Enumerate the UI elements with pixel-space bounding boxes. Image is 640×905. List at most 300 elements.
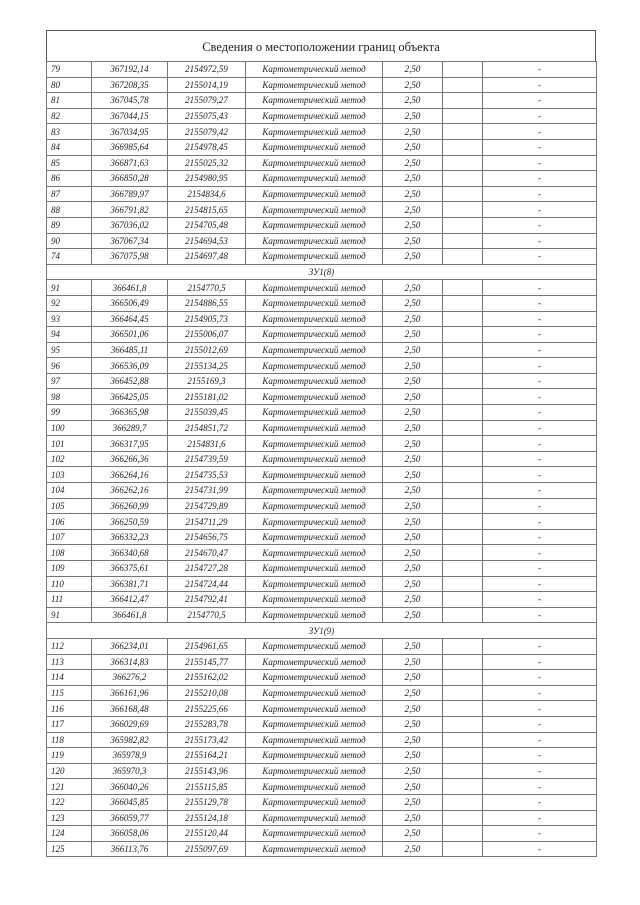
table-row — [47, 124, 597, 140]
empty-cell — [443, 654, 483, 670]
method-cell: Картометрический метод — [246, 202, 383, 218]
method-cell: Картометрический метод — [246, 186, 383, 202]
empty-cell — [443, 638, 483, 654]
accuracy-cell: 2,50 — [383, 311, 443, 327]
note-cell: - — [483, 732, 597, 748]
method-cell: Картометрический метод — [246, 592, 383, 608]
x-coordinate-cell: 367208,35 — [92, 77, 168, 93]
point-number-cell: 103 — [47, 467, 92, 483]
method-cell: Картометрический метод — [246, 685, 383, 701]
table-row — [47, 202, 597, 218]
y-coordinate-cell: 2154980,95 — [168, 171, 246, 187]
accuracy-cell: 2,50 — [383, 763, 443, 779]
table-row — [47, 62, 597, 78]
table-row — [47, 405, 597, 421]
empty-cell — [443, 249, 483, 265]
note-cell: - — [483, 249, 597, 265]
note-cell: - — [483, 529, 597, 545]
y-coordinate-cell: 2155145,77 — [168, 654, 246, 670]
y-coordinate-cell: 2154978,45 — [168, 139, 246, 155]
y-coordinate-cell: 2154770,5 — [168, 607, 246, 623]
empty-cell — [443, 389, 483, 405]
x-coordinate-cell: 366264,16 — [92, 467, 168, 483]
point-number-cell: 80 — [47, 77, 92, 93]
accuracy-cell: 2,50 — [383, 420, 443, 436]
x-coordinate-cell: 366506,49 — [92, 295, 168, 311]
table-row — [47, 186, 597, 202]
accuracy-cell: 2,50 — [383, 280, 443, 296]
table-row — [47, 155, 597, 171]
point-number-cell: 116 — [47, 701, 92, 717]
x-coordinate-cell: 367192,14 — [92, 62, 168, 78]
point-number-cell: 91 — [47, 280, 92, 296]
table-row — [47, 327, 597, 343]
method-cell: Картометрический метод — [246, 77, 383, 93]
y-coordinate-cell: 2155120,44 — [168, 826, 246, 842]
method-cell: Картометрический метод — [246, 763, 383, 779]
y-coordinate-cell: 2154972,59 — [168, 62, 246, 78]
x-coordinate-cell: 366871,63 — [92, 155, 168, 171]
method-cell: Картометрический метод — [246, 451, 383, 467]
point-number-cell: 102 — [47, 451, 92, 467]
note-cell: - — [483, 498, 597, 514]
empty-cell — [443, 685, 483, 701]
empty-cell — [443, 670, 483, 686]
accuracy-cell: 2,50 — [383, 529, 443, 545]
point-number-cell: 119 — [47, 748, 92, 764]
method-cell: Картометрический метод — [246, 93, 383, 109]
note-cell: - — [483, 576, 597, 592]
accuracy-cell: 2,50 — [383, 249, 443, 265]
method-cell: Картометрический метод — [246, 561, 383, 577]
empty-cell — [443, 748, 483, 764]
empty-cell — [443, 607, 483, 623]
y-coordinate-cell: 2154697,48 — [168, 249, 246, 265]
table-row — [47, 561, 597, 577]
empty-cell — [443, 483, 483, 499]
x-coordinate-cell: 366412,47 — [92, 592, 168, 608]
point-number-cell: 105 — [47, 498, 92, 514]
accuracy-cell: 2,50 — [383, 217, 443, 233]
empty-cell — [443, 514, 483, 530]
note-cell: - — [483, 311, 597, 327]
table-row — [47, 748, 597, 764]
y-coordinate-cell: 2155115,85 — [168, 779, 246, 795]
point-number-cell: 108 — [47, 545, 92, 561]
y-coordinate-cell: 2155134,25 — [168, 358, 246, 374]
method-cell: Картометрический метод — [246, 498, 383, 514]
note-cell: - — [483, 748, 597, 764]
note-cell: - — [483, 124, 597, 140]
note-cell: - — [483, 561, 597, 577]
point-number-cell: 85 — [47, 155, 92, 171]
empty-cell — [443, 716, 483, 732]
point-number-cell: 110 — [47, 576, 92, 592]
x-coordinate-cell: 366059,77 — [92, 810, 168, 826]
point-number-cell: 117 — [47, 716, 92, 732]
empty-cell — [443, 794, 483, 810]
empty-cell — [443, 202, 483, 218]
y-coordinate-cell: 2155162,02 — [168, 670, 246, 686]
method-cell: Картометрический метод — [246, 576, 383, 592]
table-row — [47, 217, 597, 233]
empty-cell — [443, 124, 483, 140]
note-cell: - — [483, 342, 597, 358]
empty-cell — [443, 108, 483, 124]
table-row — [47, 233, 597, 249]
accuracy-cell: 2,50 — [383, 373, 443, 389]
table-row — [47, 592, 597, 608]
empty-cell — [443, 841, 483, 857]
method-cell: Картометрический метод — [246, 841, 383, 857]
x-coordinate-cell: 365978,9 — [92, 748, 168, 764]
note-cell: - — [483, 420, 597, 436]
empty-cell — [443, 139, 483, 155]
accuracy-cell: 2,50 — [383, 342, 443, 358]
x-coordinate-cell: 366266,36 — [92, 451, 168, 467]
empty-cell — [443, 217, 483, 233]
point-number-cell: 94 — [47, 327, 92, 343]
x-coordinate-cell: 366289,7 — [92, 420, 168, 436]
note-cell: - — [483, 280, 597, 296]
table-row — [47, 420, 597, 436]
method-cell: Картометрический метод — [246, 670, 383, 686]
y-coordinate-cell: 2154831,6 — [168, 436, 246, 452]
point-number-cell: 113 — [47, 654, 92, 670]
y-coordinate-cell: 2155173,42 — [168, 732, 246, 748]
empty-cell — [443, 171, 483, 187]
accuracy-cell: 2,50 — [383, 841, 443, 857]
method-cell: Картометрический метод — [246, 155, 383, 171]
empty-cell — [443, 373, 483, 389]
y-coordinate-cell: 2155006,07 — [168, 327, 246, 343]
document-sheet — [46, 30, 596, 857]
note-cell: - — [483, 108, 597, 124]
y-coordinate-cell: 2155097,69 — [168, 841, 246, 857]
method-cell: Картометрический метод — [246, 311, 383, 327]
empty-cell — [443, 62, 483, 78]
table-row — [47, 685, 597, 701]
note-cell: - — [483, 592, 597, 608]
method-cell: Картометрический метод — [246, 280, 383, 296]
note-cell: - — [483, 139, 597, 155]
accuracy-cell: 2,50 — [383, 171, 443, 187]
accuracy-cell: 2,50 — [383, 124, 443, 140]
note-cell: - — [483, 327, 597, 343]
accuracy-cell: 2,50 — [383, 654, 443, 670]
method-cell: Картометрический метод — [246, 748, 383, 764]
point-number-cell: 92 — [47, 295, 92, 311]
note-cell: - — [483, 716, 597, 732]
x-coordinate-cell: 367075,98 — [92, 249, 168, 265]
note-cell: - — [483, 155, 597, 171]
point-number-cell: 74 — [47, 249, 92, 265]
point-number-cell: 83 — [47, 124, 92, 140]
boundary-coordinates-table — [46, 61, 597, 857]
empty-cell — [443, 405, 483, 421]
x-coordinate-cell: 366161,96 — [92, 685, 168, 701]
x-coordinate-cell: 366365,98 — [92, 405, 168, 421]
x-coordinate-cell: 366332,23 — [92, 529, 168, 545]
table-row — [47, 514, 597, 530]
note-cell: - — [483, 467, 597, 483]
x-coordinate-cell: 366381,71 — [92, 576, 168, 592]
x-coordinate-cell: 366850,28 — [92, 171, 168, 187]
empty-cell — [443, 342, 483, 358]
x-coordinate-cell: 366375,61 — [92, 561, 168, 577]
point-number-cell: 99 — [47, 405, 92, 421]
accuracy-cell: 2,50 — [383, 202, 443, 218]
accuracy-cell: 2,50 — [383, 295, 443, 311]
x-coordinate-cell: 366461,8 — [92, 607, 168, 623]
accuracy-cell: 2,50 — [383, 701, 443, 717]
x-coordinate-cell: 366985,64 — [92, 139, 168, 155]
table-body — [47, 62, 597, 857]
accuracy-cell: 2,50 — [383, 514, 443, 530]
x-coordinate-cell: 366461,8 — [92, 280, 168, 296]
empty-cell — [443, 280, 483, 296]
empty-cell — [443, 545, 483, 561]
x-coordinate-cell: 366536,09 — [92, 358, 168, 374]
y-coordinate-cell: 2154724,44 — [168, 576, 246, 592]
note-cell: - — [483, 93, 597, 109]
accuracy-cell: 2,50 — [383, 794, 443, 810]
empty-cell — [443, 592, 483, 608]
note-cell: - — [483, 373, 597, 389]
x-coordinate-cell: 365982,82 — [92, 732, 168, 748]
accuracy-cell: 2,50 — [383, 592, 443, 608]
empty-cell — [443, 186, 483, 202]
point-number-cell: 100 — [47, 420, 92, 436]
point-number-cell: 97 — [47, 373, 92, 389]
table-row — [47, 436, 597, 452]
table-row — [47, 763, 597, 779]
point-number-cell: 111 — [47, 592, 92, 608]
table-row — [47, 654, 597, 670]
note-cell: - — [483, 389, 597, 405]
y-coordinate-cell: 2154705,48 — [168, 217, 246, 233]
y-coordinate-cell: 2154834,6 — [168, 186, 246, 202]
x-coordinate-cell: 366314,83 — [92, 654, 168, 670]
accuracy-cell: 2,50 — [383, 467, 443, 483]
note-cell: - — [483, 436, 597, 452]
note-cell: - — [483, 670, 597, 686]
y-coordinate-cell: 2154729,89 — [168, 498, 246, 514]
x-coordinate-cell: 365970,3 — [92, 763, 168, 779]
table-row — [47, 670, 597, 686]
table-row — [47, 389, 597, 405]
empty-cell — [443, 327, 483, 343]
point-number-cell: 87 — [47, 186, 92, 202]
accuracy-cell: 2,50 — [383, 77, 443, 93]
x-coordinate-cell: 367044,15 — [92, 108, 168, 124]
y-coordinate-cell: 2155079,42 — [168, 124, 246, 140]
note-cell: - — [483, 77, 597, 93]
accuracy-cell: 2,50 — [383, 498, 443, 514]
y-coordinate-cell: 2155014,19 — [168, 77, 246, 93]
table-row — [47, 779, 597, 795]
y-coordinate-cell: 2154905,73 — [168, 311, 246, 327]
accuracy-cell: 2,50 — [383, 186, 443, 202]
x-coordinate-cell: 366250,59 — [92, 514, 168, 530]
point-number-cell: 120 — [47, 763, 92, 779]
point-number-cell: 106 — [47, 514, 92, 530]
method-cell: Картометрический метод — [246, 701, 383, 717]
y-coordinate-cell: 2155164,21 — [168, 748, 246, 764]
y-coordinate-cell: 2154694,53 — [168, 233, 246, 249]
y-coordinate-cell: 2154886,55 — [168, 295, 246, 311]
x-coordinate-cell: 366262,16 — [92, 483, 168, 499]
empty-cell — [443, 295, 483, 311]
accuracy-cell: 2,50 — [383, 716, 443, 732]
accuracy-cell: 2,50 — [383, 732, 443, 748]
x-coordinate-cell: 366789,97 — [92, 186, 168, 202]
empty-cell — [443, 436, 483, 452]
x-coordinate-cell: 367067,34 — [92, 233, 168, 249]
y-coordinate-cell: 2154792,41 — [168, 592, 246, 608]
method-cell: Картометрический метод — [246, 358, 383, 374]
empty-cell — [443, 810, 483, 826]
method-cell: Картометрический метод — [246, 638, 383, 654]
y-coordinate-cell: 2154739,59 — [168, 451, 246, 467]
y-coordinate-cell: 2154735,53 — [168, 467, 246, 483]
method-cell: Картометрический метод — [246, 124, 383, 140]
table-row — [47, 171, 597, 187]
y-coordinate-cell: 2155169,3 — [168, 373, 246, 389]
y-coordinate-cell: 2155181,02 — [168, 389, 246, 405]
y-coordinate-cell: 2154711,29 — [168, 514, 246, 530]
accuracy-cell: 2,50 — [383, 670, 443, 686]
y-coordinate-cell: 2154727,28 — [168, 561, 246, 577]
point-number-cell: 81 — [47, 93, 92, 109]
table-row — [47, 93, 597, 109]
section-row — [47, 264, 597, 280]
empty-cell — [443, 732, 483, 748]
point-number-cell: 104 — [47, 483, 92, 499]
method-cell: Картометрический метод — [246, 779, 383, 795]
method-cell: Картометрический метод — [246, 607, 383, 623]
y-coordinate-cell: 2155225,66 — [168, 701, 246, 717]
empty-cell — [443, 561, 483, 577]
note-cell: - — [483, 62, 597, 78]
method-cell: Картометрический метод — [246, 716, 383, 732]
x-coordinate-cell: 366501,06 — [92, 327, 168, 343]
note-cell: - — [483, 202, 597, 218]
point-number-cell: 90 — [47, 233, 92, 249]
note-cell: - — [483, 358, 597, 374]
x-coordinate-cell: 367036,02 — [92, 217, 168, 233]
accuracy-cell: 2,50 — [383, 327, 443, 343]
y-coordinate-cell: 2155039,45 — [168, 405, 246, 421]
method-cell: Картометрический метод — [246, 295, 383, 311]
table-row — [47, 841, 597, 857]
accuracy-cell: 2,50 — [383, 810, 443, 826]
note-cell: - — [483, 763, 597, 779]
method-cell: Картометрический метод — [246, 483, 383, 499]
accuracy-cell: 2,50 — [383, 436, 443, 452]
point-number-cell: 88 — [47, 202, 92, 218]
x-coordinate-cell: 366113,76 — [92, 841, 168, 857]
accuracy-cell: 2,50 — [383, 405, 443, 421]
note-cell: - — [483, 295, 597, 311]
method-cell: Картометрический метод — [246, 810, 383, 826]
point-number-cell: 121 — [47, 779, 92, 795]
empty-cell — [443, 155, 483, 171]
method-cell: Картометрический метод — [246, 139, 383, 155]
note-cell: - — [483, 654, 597, 670]
empty-cell — [443, 358, 483, 374]
point-number-cell: 79 — [47, 62, 92, 78]
y-coordinate-cell: 2154815,65 — [168, 202, 246, 218]
y-coordinate-cell: 2155079,27 — [168, 93, 246, 109]
y-coordinate-cell: 2155129,78 — [168, 794, 246, 810]
table-row — [47, 280, 597, 296]
method-cell: Картометрический метод — [246, 794, 383, 810]
y-coordinate-cell: 2155210,08 — [168, 685, 246, 701]
y-coordinate-cell: 2154961,65 — [168, 638, 246, 654]
y-coordinate-cell: 2154656,75 — [168, 529, 246, 545]
empty-cell — [443, 420, 483, 436]
method-cell: Картометрический метод — [246, 529, 383, 545]
table-row — [47, 483, 597, 499]
y-coordinate-cell: 2155075,43 — [168, 108, 246, 124]
table-row — [47, 701, 597, 717]
y-coordinate-cell: 2154851,72 — [168, 420, 246, 436]
x-coordinate-cell: 366260,99 — [92, 498, 168, 514]
method-cell: Картометрический метод — [246, 467, 383, 483]
point-number-cell: 123 — [47, 810, 92, 826]
accuracy-cell: 2,50 — [383, 139, 443, 155]
point-number-cell: 101 — [47, 436, 92, 452]
x-coordinate-cell: 366276,2 — [92, 670, 168, 686]
empty-cell — [443, 77, 483, 93]
accuracy-cell: 2,50 — [383, 451, 443, 467]
table-row — [47, 545, 597, 561]
method-cell: Картометрический метод — [246, 420, 383, 436]
y-coordinate-cell: 2155025,32 — [168, 155, 246, 171]
note-cell: - — [483, 607, 597, 623]
point-number-cell: 125 — [47, 841, 92, 857]
table-row — [47, 311, 597, 327]
y-coordinate-cell: 2154770,5 — [168, 280, 246, 296]
accuracy-cell: 2,50 — [383, 358, 443, 374]
x-coordinate-cell: 366045,85 — [92, 794, 168, 810]
empty-cell — [443, 576, 483, 592]
accuracy-cell: 2,50 — [383, 748, 443, 764]
method-cell: Картометрический метод — [246, 405, 383, 421]
point-number-cell: 122 — [47, 794, 92, 810]
y-coordinate-cell: 2155012,69 — [168, 342, 246, 358]
empty-cell — [443, 311, 483, 327]
x-coordinate-cell: 366485,11 — [92, 342, 168, 358]
note-cell: - — [483, 810, 597, 826]
method-cell: Картометрический метод — [246, 171, 383, 187]
table-row — [47, 529, 597, 545]
note-cell: - — [483, 779, 597, 795]
note-cell: - — [483, 685, 597, 701]
accuracy-cell: 2,50 — [383, 607, 443, 623]
table-row — [47, 373, 597, 389]
x-coordinate-cell: 366234,01 — [92, 638, 168, 654]
table-row — [47, 358, 597, 374]
accuracy-cell: 2,50 — [383, 826, 443, 842]
point-number-cell: 118 — [47, 732, 92, 748]
method-cell: Картометрический метод — [246, 389, 383, 405]
empty-cell — [443, 779, 483, 795]
accuracy-cell: 2,50 — [383, 576, 443, 592]
y-coordinate-cell: 2155143,96 — [168, 763, 246, 779]
table-row — [47, 810, 597, 826]
